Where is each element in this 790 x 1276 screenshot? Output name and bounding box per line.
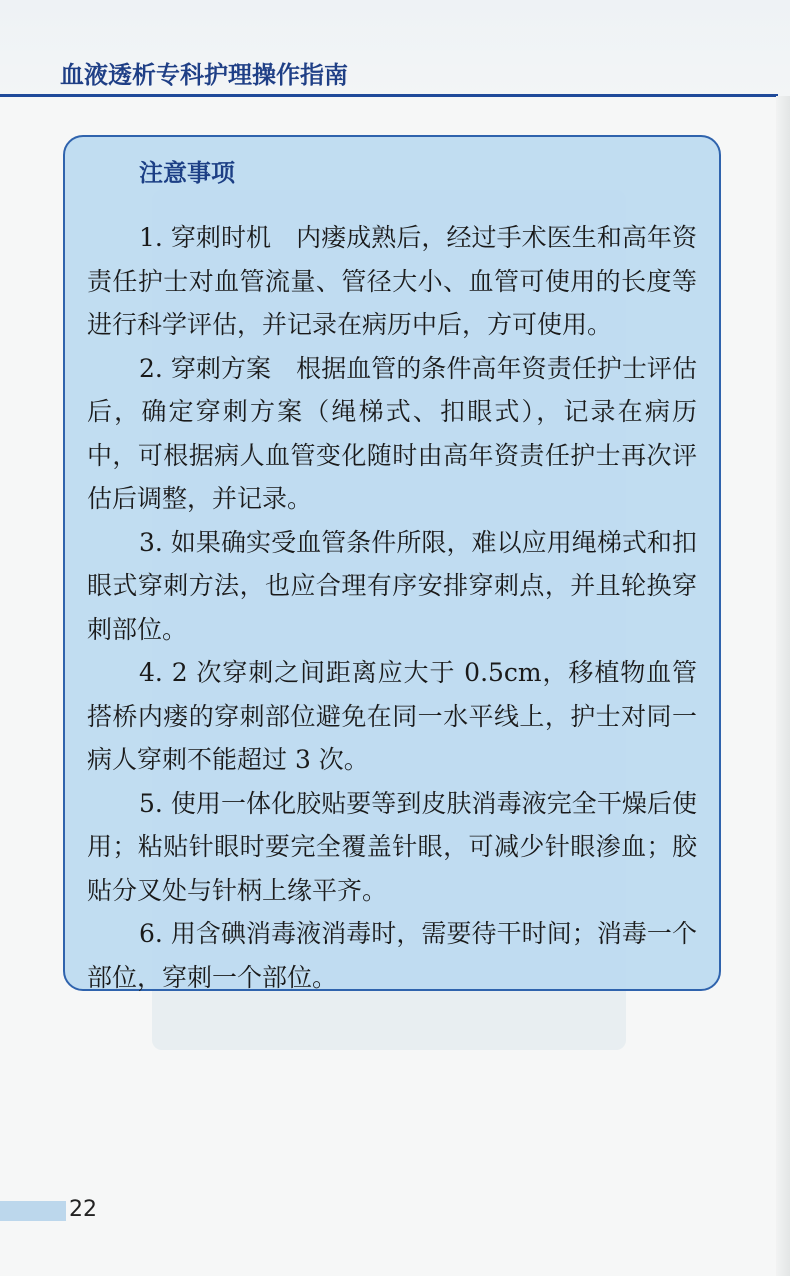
precaution-item-4: 4. 2 次穿刺之间距离应大于 0.5cm，移植物血管搭桥内瘘的穿刺部位避免在同一水平线上，护士对同一病人穿刺不能超过 3 次。 bbox=[87, 658, 697, 774]
book-title: 血液透析专科护理操作指南 bbox=[60, 61, 348, 89]
precaution-item-1: 1. 穿刺时机 内瘘成熟后，经过手术医生和高年资责任护士对血管流量、管径大小、血管可使用的长度等进行科学评估，并记录在病历中后，方可使用。 bbox=[87, 223, 697, 339]
page-number: 22 bbox=[69, 1197, 97, 1222]
precaution-item-2: 2. 穿刺方案 根据血管的条件高年资责任护士评估后，确定穿刺方案（绳梯式、扣眼式），记录在病历中，可根据病人血管变化随时由高年资责任护士再次评估后调整，并记录。 bbox=[87, 353, 697, 513]
page-number-bar bbox=[0, 1201, 66, 1221]
precaution-item-5: 5. 使用一体化胶贴要等到皮肤消毒液完全干燥后使用；粘贴针眼时要完全覆盖针眼，可减少针眼渗血；胶贴分叉处与针柄上缘平齐。 bbox=[87, 788, 697, 905]
running-header bbox=[0, 0, 790, 96]
precautions-box bbox=[63, 135, 721, 991]
precautions-title: 注意事项 bbox=[139, 159, 235, 187]
precaution-item-3: 3. 如果确实受血管条件所限，难以应用绳梯式和扣眼式穿刺方法，也应合理有序安排穿刺点，并且轮换穿刺部位。 bbox=[87, 527, 697, 644]
precaution-item-6: 6. 用含碘消毒液消毒时，需要待干时间；消毒一个部位，穿刺一个部位。 bbox=[87, 919, 697, 992]
header-rule bbox=[0, 94, 778, 97]
page-edge-shadow bbox=[776, 96, 790, 1276]
